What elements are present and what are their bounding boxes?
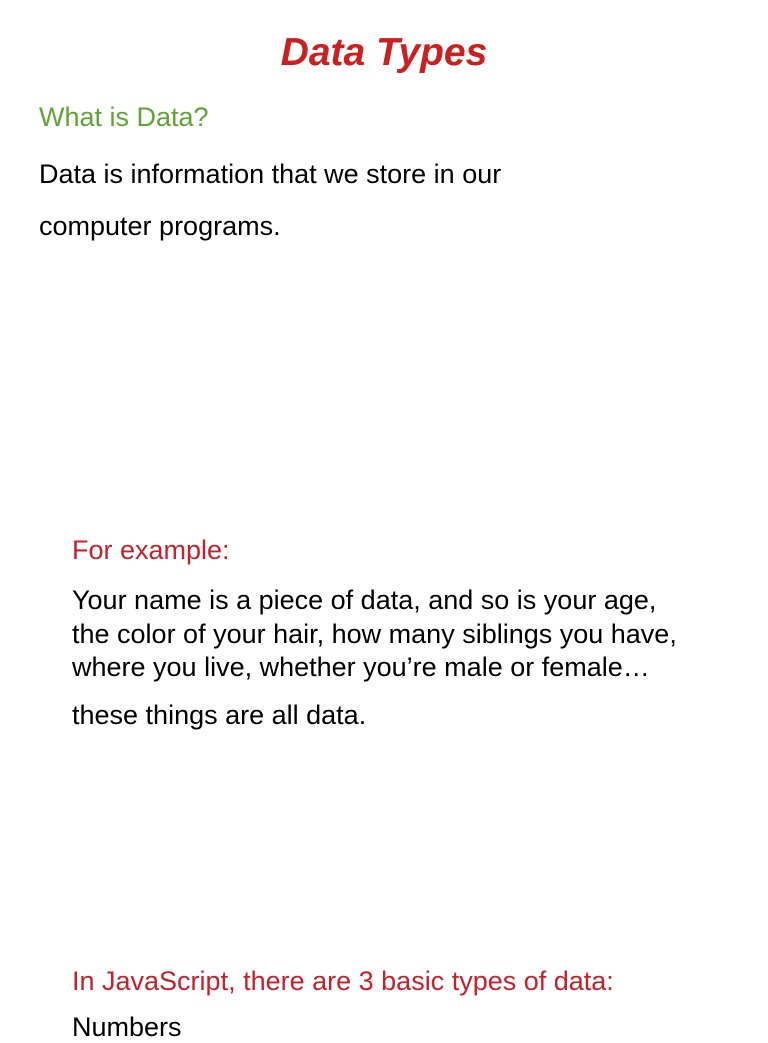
example-conclusion: these things are all data. [72,700,367,730]
for-example-heading: For example: [72,535,230,565]
data-type-numbers: Numbers [72,1012,182,1042]
example-paragraph [72,584,677,685]
example-line: where you live, whether you’re male or female… [72,652,650,682]
definition-line-1: Data is information that we store in our [39,159,502,189]
javascript-types-heading: In JavaScript, there are 3 basic types of data: [72,966,614,996]
slide-title: Data Types [280,31,488,74]
definition-line-2: computer programs. [39,211,281,241]
what-is-data-heading: What is Data? [39,102,209,132]
example-line: Your name is a piece of data, and so is your age, [72,585,657,615]
example-line: the color of your hair, how many siblings you have, [72,618,677,649]
